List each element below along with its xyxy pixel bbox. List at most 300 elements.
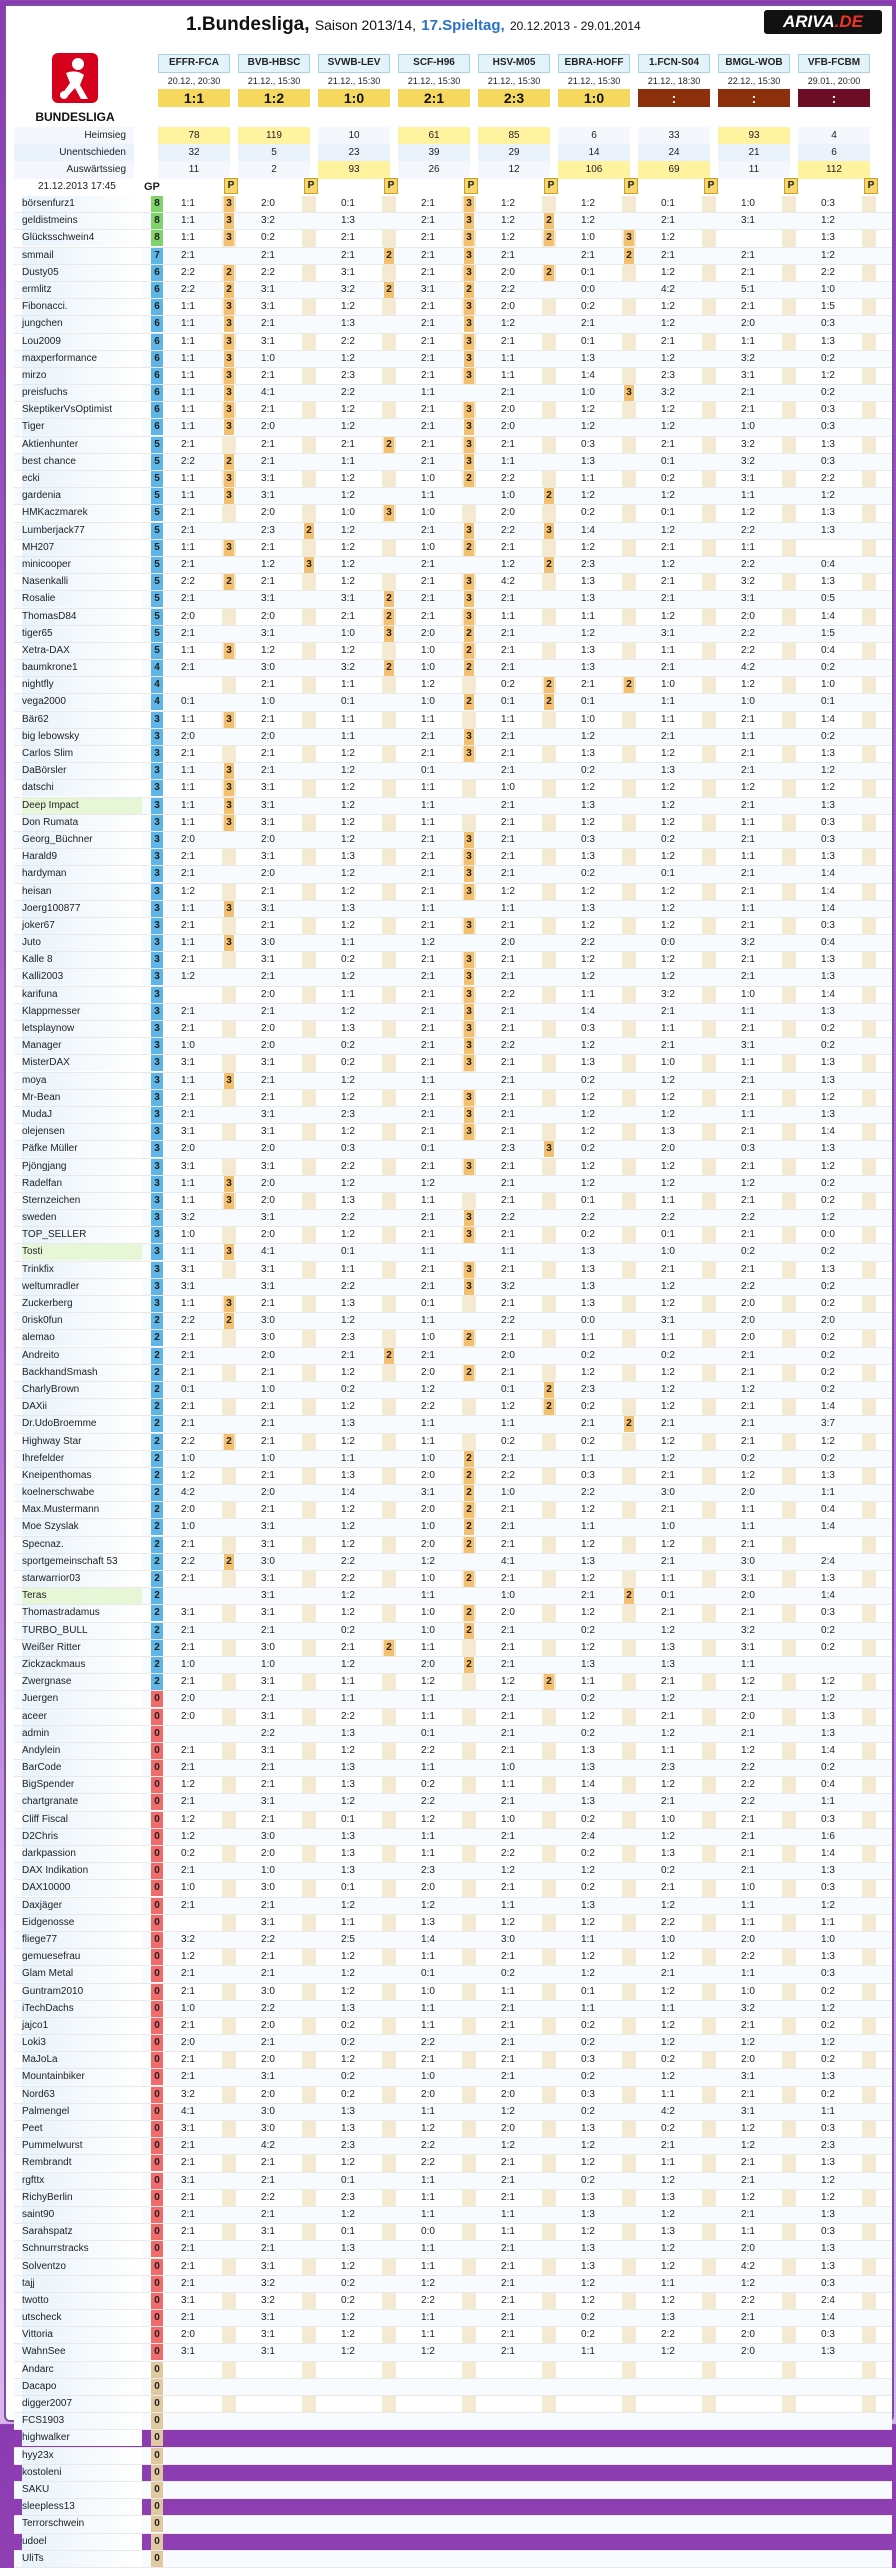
player-name[interactable]: heisan <box>22 884 142 900</box>
table-row[interactable] <box>14 1829 892 1846</box>
player-name[interactable]: Deep Impact <box>22 798 142 814</box>
match-header[interactable] <box>398 54 470 107</box>
table-row[interactable] <box>14 299 892 316</box>
table-row[interactable] <box>14 677 892 694</box>
player-name[interactable]: Mountainbiker <box>22 2069 142 2085</box>
table-row[interactable] <box>14 2207 892 2224</box>
player-name[interactable]: DAX Indikation <box>22 1863 142 1879</box>
table-row[interactable] <box>14 1073 892 1090</box>
player-name[interactable]: Georg_Büchner <box>22 832 142 848</box>
player-name[interactable]: Mr-Bean <box>22 1090 142 1106</box>
player-name[interactable]: D2Chris <box>22 1829 142 1845</box>
player-name[interactable]: 0risk0fun <box>22 1313 142 1329</box>
table-row[interactable] <box>14 1262 892 1279</box>
table-row[interactable] <box>14 643 892 660</box>
table-row[interactable] <box>14 2018 892 2035</box>
table-row[interactable] <box>14 1588 892 1605</box>
player-name[interactable]: MH207 <box>22 540 142 556</box>
table-row[interactable] <box>14 729 892 746</box>
player-name[interactable]: Andarc <box>22 2362 142 2378</box>
player-name[interactable]: TURBO_BULL <box>22 1623 142 1639</box>
player-name[interactable]: minicooper <box>22 557 142 573</box>
table-row[interactable] <box>14 1760 892 1777</box>
table-row[interactable] <box>14 1674 892 1691</box>
table-row[interactable] <box>14 660 892 677</box>
player-name[interactable]: Loki3 <box>22 2035 142 2051</box>
table-row[interactable] <box>14 2069 892 2086</box>
table-row[interactable] <box>14 1898 892 1915</box>
player-name[interactable]: Tosti <box>22 1244 142 1260</box>
table-row[interactable] <box>14 385 892 402</box>
player-name[interactable]: karifuna <box>22 987 142 1003</box>
player-points: 3 <box>151 1279 163 1295</box>
player-name[interactable]: Nord63 <box>22 2087 142 2103</box>
table-row[interactable] <box>14 626 892 643</box>
player-name[interactable]: MudaJ <box>22 1107 142 1123</box>
table-row[interactable] <box>14 815 892 832</box>
table-row[interactable] <box>14 1777 892 1794</box>
player-name[interactable]: best chance <box>22 454 142 470</box>
table-row[interactable] <box>14 2190 892 2207</box>
player-name[interactable]: Dr.UdoBroemme <box>22 1416 142 1432</box>
tip-cell: 1:2 <box>581 954 595 966</box>
table-row[interactable] <box>14 1709 892 1726</box>
table-row[interactable] <box>14 1365 892 1382</box>
ariva-logo[interactable] <box>764 10 882 34</box>
player-name[interactable]: Specnaz. <box>22 1537 142 1553</box>
table-row[interactable] <box>14 437 892 454</box>
player-name[interactable]: TOP_SELLER <box>22 1227 142 1243</box>
player-name[interactable]: gemuesefrau <box>22 1949 142 1965</box>
table-row[interactable] <box>14 1640 892 1657</box>
table-row[interactable] <box>14 1468 892 1485</box>
table-row[interactable] <box>14 1124 892 1141</box>
table-row[interactable] <box>14 1554 892 1571</box>
table-row[interactable] <box>14 1210 892 1227</box>
table-row[interactable] <box>14 2430 892 2447</box>
player-name[interactable]: udoel <box>22 2534 142 2550</box>
table-row[interactable] <box>14 1623 892 1640</box>
player-name[interactable]: aceer <box>22 1709 142 1725</box>
table-row[interactable] <box>14 2448 892 2465</box>
player-name[interactable]: hardyman <box>22 866 142 882</box>
table-row[interactable] <box>14 2224 892 2241</box>
player-name[interactable]: darkpassion <box>22 1846 142 1862</box>
player-name[interactable]: ecki <box>22 471 142 487</box>
table-row[interactable] <box>14 402 892 419</box>
player-name[interactable]: Thomastradamus <box>22 1605 142 1621</box>
player-name[interactable]: Fibonacci. <box>22 299 142 315</box>
player-name[interactable]: jungchen <box>22 316 142 332</box>
table-row[interactable] <box>14 1416 892 1433</box>
player-name[interactable]: Vittoria <box>22 2327 142 2343</box>
player-name[interactable]: Terrorschwein <box>22 2516 142 2532</box>
player-name[interactable]: tiger65 <box>22 626 142 642</box>
player-name[interactable]: Sternzeichen <box>22 1193 142 1209</box>
table-row[interactable] <box>14 1726 892 1743</box>
player-name[interactable]: Pummelwurst <box>22 2138 142 2154</box>
player-name[interactable]: chartgranate <box>22 1794 142 1810</box>
table-row[interactable] <box>14 2499 892 2516</box>
player-name[interactable]: Nasenkalli <box>22 574 142 590</box>
table-row[interactable] <box>14 265 892 282</box>
table-row[interactable] <box>14 1038 892 1055</box>
player-name[interactable]: nightfly <box>22 677 142 693</box>
player-name[interactable]: Highway Star <box>22 1434 142 1450</box>
table-row[interactable] <box>14 2534 892 2551</box>
player-name[interactable]: hyy23x <box>22 2448 142 2464</box>
table-row[interactable] <box>14 2155 892 2172</box>
table-row[interactable] <box>14 2241 892 2258</box>
table-row[interactable] <box>14 1932 892 1949</box>
player-name[interactable]: Pjöngjang <box>22 1159 142 1175</box>
player-name[interactable]: Bär62 <box>22 712 142 728</box>
player-name[interactable]: Joerg100877 <box>22 901 142 917</box>
player-name[interactable]: Manager <box>22 1038 142 1054</box>
table-row[interactable] <box>14 1451 892 1468</box>
player-name[interactable]: Harald9 <box>22 849 142 865</box>
table-row[interactable] <box>14 2516 892 2533</box>
table-row[interactable] <box>14 1743 892 1760</box>
table-row[interactable] <box>14 1605 892 1622</box>
table-row[interactable] <box>14 918 892 935</box>
table-row[interactable] <box>14 334 892 351</box>
player-name[interactable]: Juergen <box>22 1691 142 1707</box>
table-row[interactable] <box>14 2052 892 2069</box>
player-name[interactable]: Trinkfix <box>22 1262 142 1278</box>
table-row[interactable] <box>14 609 892 626</box>
table-row[interactable] <box>14 2379 892 2396</box>
player-name[interactable]: HMKaczmarek <box>22 505 142 521</box>
player-name[interactable]: admin <box>22 1726 142 1742</box>
player-name[interactable]: Teras <box>22 1588 142 1604</box>
player-name[interactable]: Lumberjack77 <box>22 523 142 539</box>
table-row[interactable] <box>14 969 892 986</box>
player-name[interactable]: Carlos Slim <box>22 746 142 762</box>
table-row[interactable] <box>14 2310 892 2327</box>
table-row[interactable] <box>14 1090 892 1107</box>
player-points: 3 <box>151 901 163 917</box>
table-row[interactable] <box>14 1691 892 1708</box>
table-row[interactable] <box>14 1434 892 1451</box>
player-name[interactable]: datschi <box>22 780 142 796</box>
player-name[interactable]: börsenfurz1 <box>22 196 142 212</box>
table-row[interactable] <box>14 1880 892 1897</box>
player-name[interactable]: Rembrandt <box>22 2155 142 2171</box>
player-name[interactable]: Andylein <box>22 1743 142 1759</box>
player-name[interactable]: Eidgenosse <box>22 1915 142 1931</box>
player-name[interactable]: RichyBerlin <box>22 2190 142 2206</box>
table-row[interactable] <box>14 488 892 505</box>
player-name[interactable]: Dusty05 <box>22 265 142 281</box>
table-row[interactable] <box>14 2344 892 2361</box>
player-name[interactable]: digger2007 <box>22 2396 142 2412</box>
tip-cell: 1:1 <box>181 799 195 811</box>
table-row[interactable] <box>14 2482 892 2499</box>
player-name[interactable]: Guntram2010 <box>22 1984 142 2000</box>
table-row[interactable] <box>14 2035 892 2052</box>
match-header[interactable] <box>558 54 630 107</box>
table-row[interactable] <box>14 1176 892 1193</box>
table-row[interactable] <box>14 2327 892 2344</box>
tip-cell: 2:1 <box>261 1005 275 1017</box>
table-row[interactable] <box>14 591 892 608</box>
table-row[interactable] <box>14 987 892 1004</box>
table-row[interactable] <box>14 866 892 883</box>
player-name[interactable]: iTechDachs <box>22 2001 142 2017</box>
player-name[interactable]: Xetra-DAX <box>22 643 142 659</box>
player-name[interactable]: Tiger <box>22 419 142 435</box>
player-name[interactable]: Peet <box>22 2121 142 2137</box>
player-name[interactable]: tajj <box>22 2276 142 2292</box>
table-row[interactable] <box>14 2104 892 2121</box>
player-name[interactable]: starwarrior03 <box>22 1571 142 1587</box>
player-name[interactable]: fliege77 <box>22 1932 142 1948</box>
player-name[interactable]: Cliff Fiscal <box>22 1812 142 1828</box>
table-row[interactable] <box>14 2173 892 2190</box>
table-row[interactable] <box>14 763 892 780</box>
player-name[interactable]: Palmengel <box>22 2104 142 2120</box>
tip-cell: 3:1 <box>421 1487 435 1499</box>
table-row[interactable] <box>14 1021 892 1038</box>
player-name[interactable]: Aktienhunter <box>22 437 142 453</box>
tip-cell: 1:2 <box>341 404 355 416</box>
table-row[interactable] <box>14 780 892 797</box>
table-row[interactable] <box>14 2121 892 2138</box>
table-row[interactable] <box>14 884 892 901</box>
table-row[interactable] <box>14 1863 892 1880</box>
player-name[interactable]: smmail <box>22 248 142 264</box>
player-name[interactable]: Kneipenthomas <box>22 1468 142 1484</box>
table-row[interactable] <box>14 1348 892 1365</box>
player-name[interactable]: twotto <box>22 2293 142 2309</box>
table-row[interactable] <box>14 213 892 230</box>
table-row[interactable] <box>14 2001 892 2018</box>
player-name[interactable]: Sarahspatz <box>22 2224 142 2240</box>
table-row[interactable] <box>14 2293 892 2310</box>
tip-cell: 2:1 <box>261 541 275 553</box>
player-name[interactable]: Weißer Ritter <box>22 1640 142 1656</box>
tip-cell: 1:2 <box>661 490 675 502</box>
player-name[interactable]: Rosalie <box>22 591 142 607</box>
table-row[interactable] <box>14 1966 892 1983</box>
table-row[interactable] <box>14 2259 892 2276</box>
player-name[interactable]: CharlyBrown <box>22 1382 142 1398</box>
table-row[interactable] <box>14 2465 892 2482</box>
player-name[interactable]: FCS1903 <box>22 2413 142 2429</box>
table-row[interactable] <box>14 1812 892 1829</box>
player-name[interactable]: DaBörsler <box>22 763 142 779</box>
tip-cell: 2:1 <box>741 885 755 897</box>
player-name[interactable]: highwalker <box>22 2430 142 2446</box>
player-name[interactable]: Andreito <box>22 1348 142 1364</box>
player-name[interactable]: DAXii <box>22 1399 142 1415</box>
table-row[interactable] <box>14 712 892 729</box>
player-name[interactable]: vega2000 <box>22 694 142 710</box>
table-row[interactable] <box>14 1794 892 1811</box>
player-name[interactable]: kostoleni <box>22 2465 142 2481</box>
table-row[interactable] <box>14 351 892 368</box>
player-name[interactable]: moya <box>22 1073 142 1089</box>
table-row[interactable] <box>14 454 892 471</box>
table-row[interactable] <box>14 419 892 436</box>
match-header[interactable] <box>798 54 870 107</box>
table-row[interactable] <box>14 1915 892 1932</box>
player-name[interactable]: Juto <box>22 935 142 951</box>
table-row[interactable] <box>14 1055 892 1072</box>
player-name[interactable]: sleepless13 <box>22 2499 142 2515</box>
player-name[interactable]: Zickzackmaus <box>22 1657 142 1673</box>
table-row[interactable] <box>14 248 892 265</box>
player-name[interactable]: Don Rumata <box>22 815 142 831</box>
table-row[interactable] <box>14 1571 892 1588</box>
player-name[interactable]: Dacapo <box>22 2379 142 2395</box>
player-name[interactable]: MisterDAX <box>22 1055 142 1071</box>
player-name[interactable]: Ihrefelder <box>22 1451 142 1467</box>
table-row[interactable] <box>14 1846 892 1863</box>
table-row[interactable] <box>14 952 892 969</box>
player-name[interactable]: alemao <box>22 1330 142 1346</box>
player-name[interactable]: Glam Metal <box>22 1966 142 1982</box>
table-row[interactable] <box>14 523 892 540</box>
match-header[interactable] <box>718 54 790 107</box>
player-name[interactable]: ermlitz <box>22 282 142 298</box>
table-row[interactable] <box>14 2087 892 2104</box>
player-name[interactable]: preisfuchs <box>22 385 142 401</box>
match-header[interactable] <box>478 54 550 107</box>
player-name[interactable]: utscheck <box>22 2310 142 2326</box>
table-row[interactable] <box>14 230 892 247</box>
table-row[interactable] <box>14 2276 892 2293</box>
table-row[interactable] <box>14 1984 892 2001</box>
player-name[interactable]: rgfttx <box>22 2173 142 2189</box>
match-header[interactable] <box>318 54 390 107</box>
table-row[interactable] <box>14 316 892 333</box>
table-row[interactable] <box>14 1141 892 1158</box>
tip-cell: 0:3 <box>581 1469 595 1481</box>
match-header[interactable] <box>158 54 230 107</box>
table-row[interactable] <box>14 2551 892 2568</box>
table-row[interactable] <box>14 1657 892 1674</box>
player-name[interactable]: weltumradler <box>22 1279 142 1295</box>
player-name[interactable]: Radelfan <box>22 1176 142 1192</box>
player-name[interactable]: Daxjäger <box>22 1898 142 1914</box>
player-name[interactable]: DAX10000 <box>22 1880 142 1896</box>
player-name[interactable]: sweden <box>22 1210 142 1226</box>
table-row[interactable] <box>14 505 892 522</box>
table-row[interactable] <box>14 1227 892 1244</box>
player-name[interactable]: BarCode <box>22 1760 142 1776</box>
player-name[interactable]: mirzo <box>22 368 142 384</box>
player-name[interactable]: sportgemeinschaft 53 <box>22 1554 142 1570</box>
table-row[interactable] <box>14 2138 892 2155</box>
table-row[interactable] <box>14 368 892 385</box>
table-row[interactable] <box>14 746 892 763</box>
table-row[interactable] <box>14 196 892 213</box>
table-row[interactable] <box>14 694 892 711</box>
table-row[interactable] <box>14 1159 892 1176</box>
player-name[interactable]: Päfke Müller <box>22 1141 142 1157</box>
player-name[interactable]: big lebowsky <box>22 729 142 745</box>
table-row[interactable] <box>14 2396 892 2413</box>
table-row[interactable] <box>14 849 892 866</box>
player-name[interactable]: Klappmesser <box>22 1004 142 1020</box>
player-name[interactable]: ThomasD84 <box>22 609 142 625</box>
player-name[interactable]: Kalle 8 <box>22 952 142 968</box>
tip-cell: 2:1 <box>501 1882 515 1894</box>
player-name[interactable]: joker67 <box>22 918 142 934</box>
tip-cell: 1:2 <box>501 885 515 897</box>
player-name[interactable]: Schnurrstracks <box>22 2241 142 2257</box>
table-row[interactable] <box>14 1193 892 1210</box>
player-name[interactable]: WahnSee <box>22 2344 142 2360</box>
table-row[interactable] <box>14 1399 892 1416</box>
player-name[interactable]: letsplaynow <box>22 1021 142 1037</box>
player-name[interactable]: BackhandSmash <box>22 1365 142 1381</box>
table-row[interactable] <box>14 1107 892 1124</box>
table-row[interactable] <box>14 1519 892 1536</box>
table-row[interactable] <box>14 574 892 591</box>
table-row[interactable] <box>14 1502 892 1519</box>
player-name[interactable]: Kalli2003 <box>22 969 142 985</box>
table-row[interactable] <box>14 2413 892 2430</box>
table-row[interactable] <box>14 282 892 299</box>
player-name[interactable]: UliTs <box>22 2551 142 2567</box>
table-row[interactable] <box>14 1244 892 1261</box>
table-row[interactable] <box>14 832 892 849</box>
player-name[interactable]: SkeptikerVsOptimist <box>22 402 142 418</box>
table-row[interactable] <box>14 901 892 918</box>
player-name[interactable]: maxperformance <box>22 351 142 367</box>
player-name[interactable]: Glücksschwein4 <box>22 230 142 246</box>
player-name[interactable]: Max.Mustermann <box>22 1502 142 1518</box>
table-row[interactable] <box>14 1949 892 1966</box>
player-name[interactable]: gardenia <box>22 488 142 504</box>
player-name[interactable]: Solventzo <box>22 2259 142 2275</box>
table-row[interactable] <box>14 935 892 952</box>
player-name[interactable]: koelnerschwabe <box>22 1485 142 1501</box>
player-name[interactable]: Zuckerberg <box>22 1296 142 1312</box>
match-header[interactable] <box>238 54 310 107</box>
table-row[interactable] <box>14 1313 892 1330</box>
table-row[interactable] <box>14 2362 892 2379</box>
table-row[interactable] <box>14 1296 892 1313</box>
table-row[interactable] <box>14 1004 892 1021</box>
tip-cell: 3:0 <box>261 2105 275 2117</box>
player-name[interactable]: baumkrone1 <box>22 660 142 676</box>
table-row[interactable] <box>14 1382 892 1399</box>
player-name[interactable]: SAKU <box>22 2482 142 2498</box>
player-name[interactable]: MaJoLa <box>22 2052 142 2068</box>
table-row[interactable] <box>14 471 892 488</box>
player-name[interactable]: Lou2009 <box>22 334 142 350</box>
match-header[interactable] <box>638 54 710 107</box>
player-name[interactable]: Moe Szyslak <box>22 1519 142 1535</box>
player-name[interactable]: geldistmeins <box>22 213 142 229</box>
table-row[interactable] <box>14 1330 892 1347</box>
table-row[interactable] <box>14 1279 892 1296</box>
table-row[interactable] <box>14 798 892 815</box>
player-name[interactable]: saint90 <box>22 2207 142 2223</box>
player-name[interactable]: olejensen <box>22 1124 142 1140</box>
player-name[interactable]: Zwergnase <box>22 1674 142 1690</box>
table-row[interactable] <box>14 1537 892 1554</box>
player-name[interactable]: jajco1 <box>22 2018 142 2034</box>
table-row[interactable] <box>14 1485 892 1502</box>
table-row[interactable] <box>14 557 892 574</box>
player-name[interactable]: BigSpender <box>22 1777 142 1793</box>
table-row[interactable] <box>14 540 892 557</box>
